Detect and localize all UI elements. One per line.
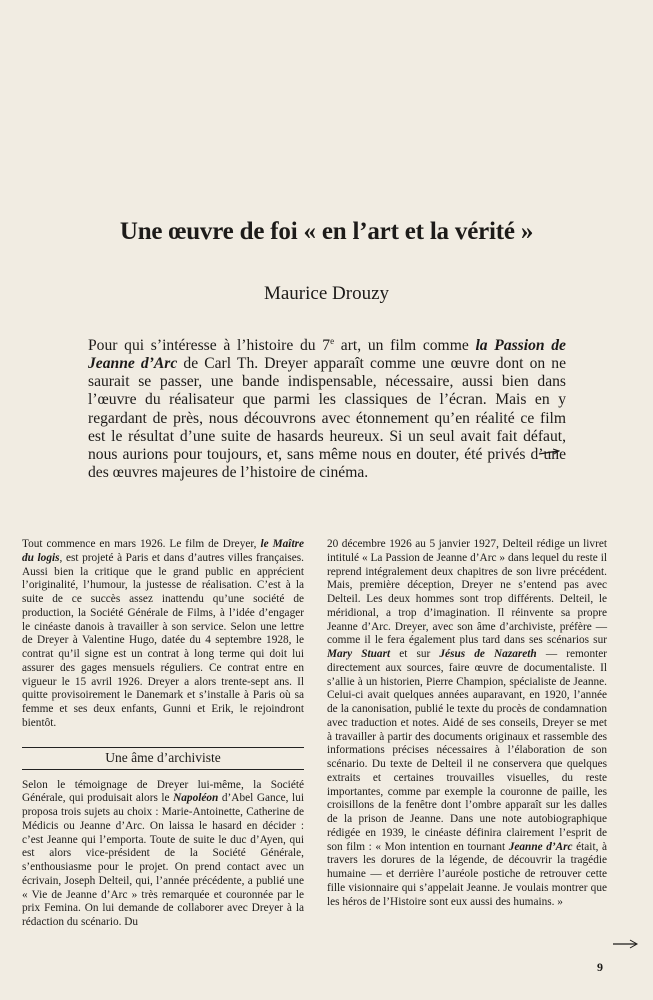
intro-text-3: de Carl Th. Dreyer apparaît comme une œuvre dont on ne saurait se passer, une bande indispensable, nécessaire, aussi bien dans l’œuvre du réalisateur que parmi les classiques de l’écran. Mais en y regardant de près, nous découvrons avec étonnement qu’en réalité ce film est le résultat d’une suite de hasards heureux. Si un seul avait fait défaut, nous aurions pour toujours, et, sans même nous en douter, été privés d’une des œuvres majeures de l’histoire de cinéma. <box>88 355 566 481</box>
intro-text-1: Pour qui s’intéresse à l’histoire du 7 <box>88 337 331 355</box>
intro-paragraph <box>88 332 566 482</box>
right-column <box>327 538 607 909</box>
film-title-mary-stuart: Mary Stuart <box>327 648 391 660</box>
paragraph: Selon le témoignage de Dreyer lui-même, la Société Générale, qui produisait alors le Napoléon d’Abel Gance, lui proposa trois sujets au choix : Marie-Antoinette, Catherine de Médicis ou Jeanne d’Arc. On laissa le hasard en décider : c’est Jeanne qui l’emporta. Toute de suite le duc d’Ayen, qui est alors vice-président de la Société Générale, s’enthousiasme pour le projet. On prend contact avec un écrivain, Joseph Delteil, qui, l’année précédente, a publié une « Vie de Jeanne d’Arc » très remarquée et couronnée par le prix Femina. On lui demande de collaborer avec Dreyer à la rédaction du scénario. Du <box>22 778 304 928</box>
left-column <box>22 538 304 930</box>
film-title-napoleon: Napoléon <box>173 792 219 805</box>
section-subheading: Une âme d’archiviste <box>22 747 304 770</box>
film-title-jeanne-d-arc: Jeanne d’Arc <box>508 840 573 853</box>
intro-film-title: la Passion de Jeanne d’Arc <box>88 337 566 373</box>
paragraph: 20 décembre 1926 au 5 janvier 1927, Delteil rédige un livret intitulé « La Passion de Jeanne d’Arc » dans lequel du reste il reprend intégralement deux chapitres de son livre précédent. Mais, première déception, Dreyer ne s’entend pas avec Delteil. Les deux hommes sont trop différents. Delteil, le méridional, a trop d’imagination. Il réinvente sa propre Jeanne d’Arc. Dreyer, avec son âme d’archiviste, préfère — comme il le fera également plus tard dans ses scénarios sur Mary Stuart et sur Jésus de Nazareth — remonter directement aux sources, faire œuvre de documentaliste. Il s’allie à un historien, Pierre Champion, spécialiste de Jeanne. Celui-ci avait quelques années auparavant, en 1920, l’année de la canonisation, publié le texte du procès de condamnation avec traduction et notes. Aidé de ses conseils, Dreyer se met à travailler à partir des documents originaux et rassemble des informations précises nécessaires à l’élaboration de son scénario. Du texte de Delteil il ne conservera que quelques extraits et certaines trouvailles visuelles, du reste importantes, comme par exemple la couronne de paille, les croisillons de la fenêtre dont l’ombre apparaît sur les dalles de la prison de Jeanne. Dans une note autobiographique rédigée en 1939, le cinéaste définira clairement l’esprit de son film : « Mon intention en tournant Jeanne d’Arc était, à travers les dorures de la légende, de découvrir la tragédie humaine — et derrière l’auréole postiche de retrouver cette fille visionnaire qui s’appelait Jeanne. Je voulais montrer que les héros de l’Histoire sont eux aussi des humains. » <box>327 538 608 908</box>
continue-arrow-icon <box>538 448 560 456</box>
article-title: Une œuvre de foi « en l’art et la vérité » <box>119 218 534 245</box>
film-title-maitre-du-logis: le Maître du logis <box>22 538 304 564</box>
film-title-jesus-de-nazareth: Jésus de Nazareth <box>439 648 537 660</box>
next-page-arrow-icon <box>612 939 638 949</box>
page-number: 9 <box>597 960 603 974</box>
author-name: Maurice Drouzy <box>263 283 390 304</box>
paragraph: Tout commence en mars 1926. Le film de Dreyer, le Maître du logis, est projeté à Paris et dans d’autres villes françaises. Aussi bien la critique que le grand public en apprécient l’originalité, l’humour, la justesse de réalisation. C’est à la suite de ce succès assez inattendu qu’une société de production, la Société Générale de Films, à l’idée d’engager le cinéaste danois à travailler à son service. Selon une lettre de Dreyer à Valentine Hugo, datée du 4 septembre 1928, le contrat qu’il signe est un contrat à long terme qui doit lui assurer des gages mensuels réguliers. Ce contrat entre en vigueur le 15 avril 1926. Dreyer a alors trente-sept ans. Il quitte provisoirement le Danemark et s’installe à Paris où sa femme et ses deux enfants, Gunni et Erik, le rejoindront bientôt. <box>22 538 304 729</box>
intro-text-2: art, un film comme <box>334 337 476 355</box>
intro-superscript: e <box>330 336 335 346</box>
